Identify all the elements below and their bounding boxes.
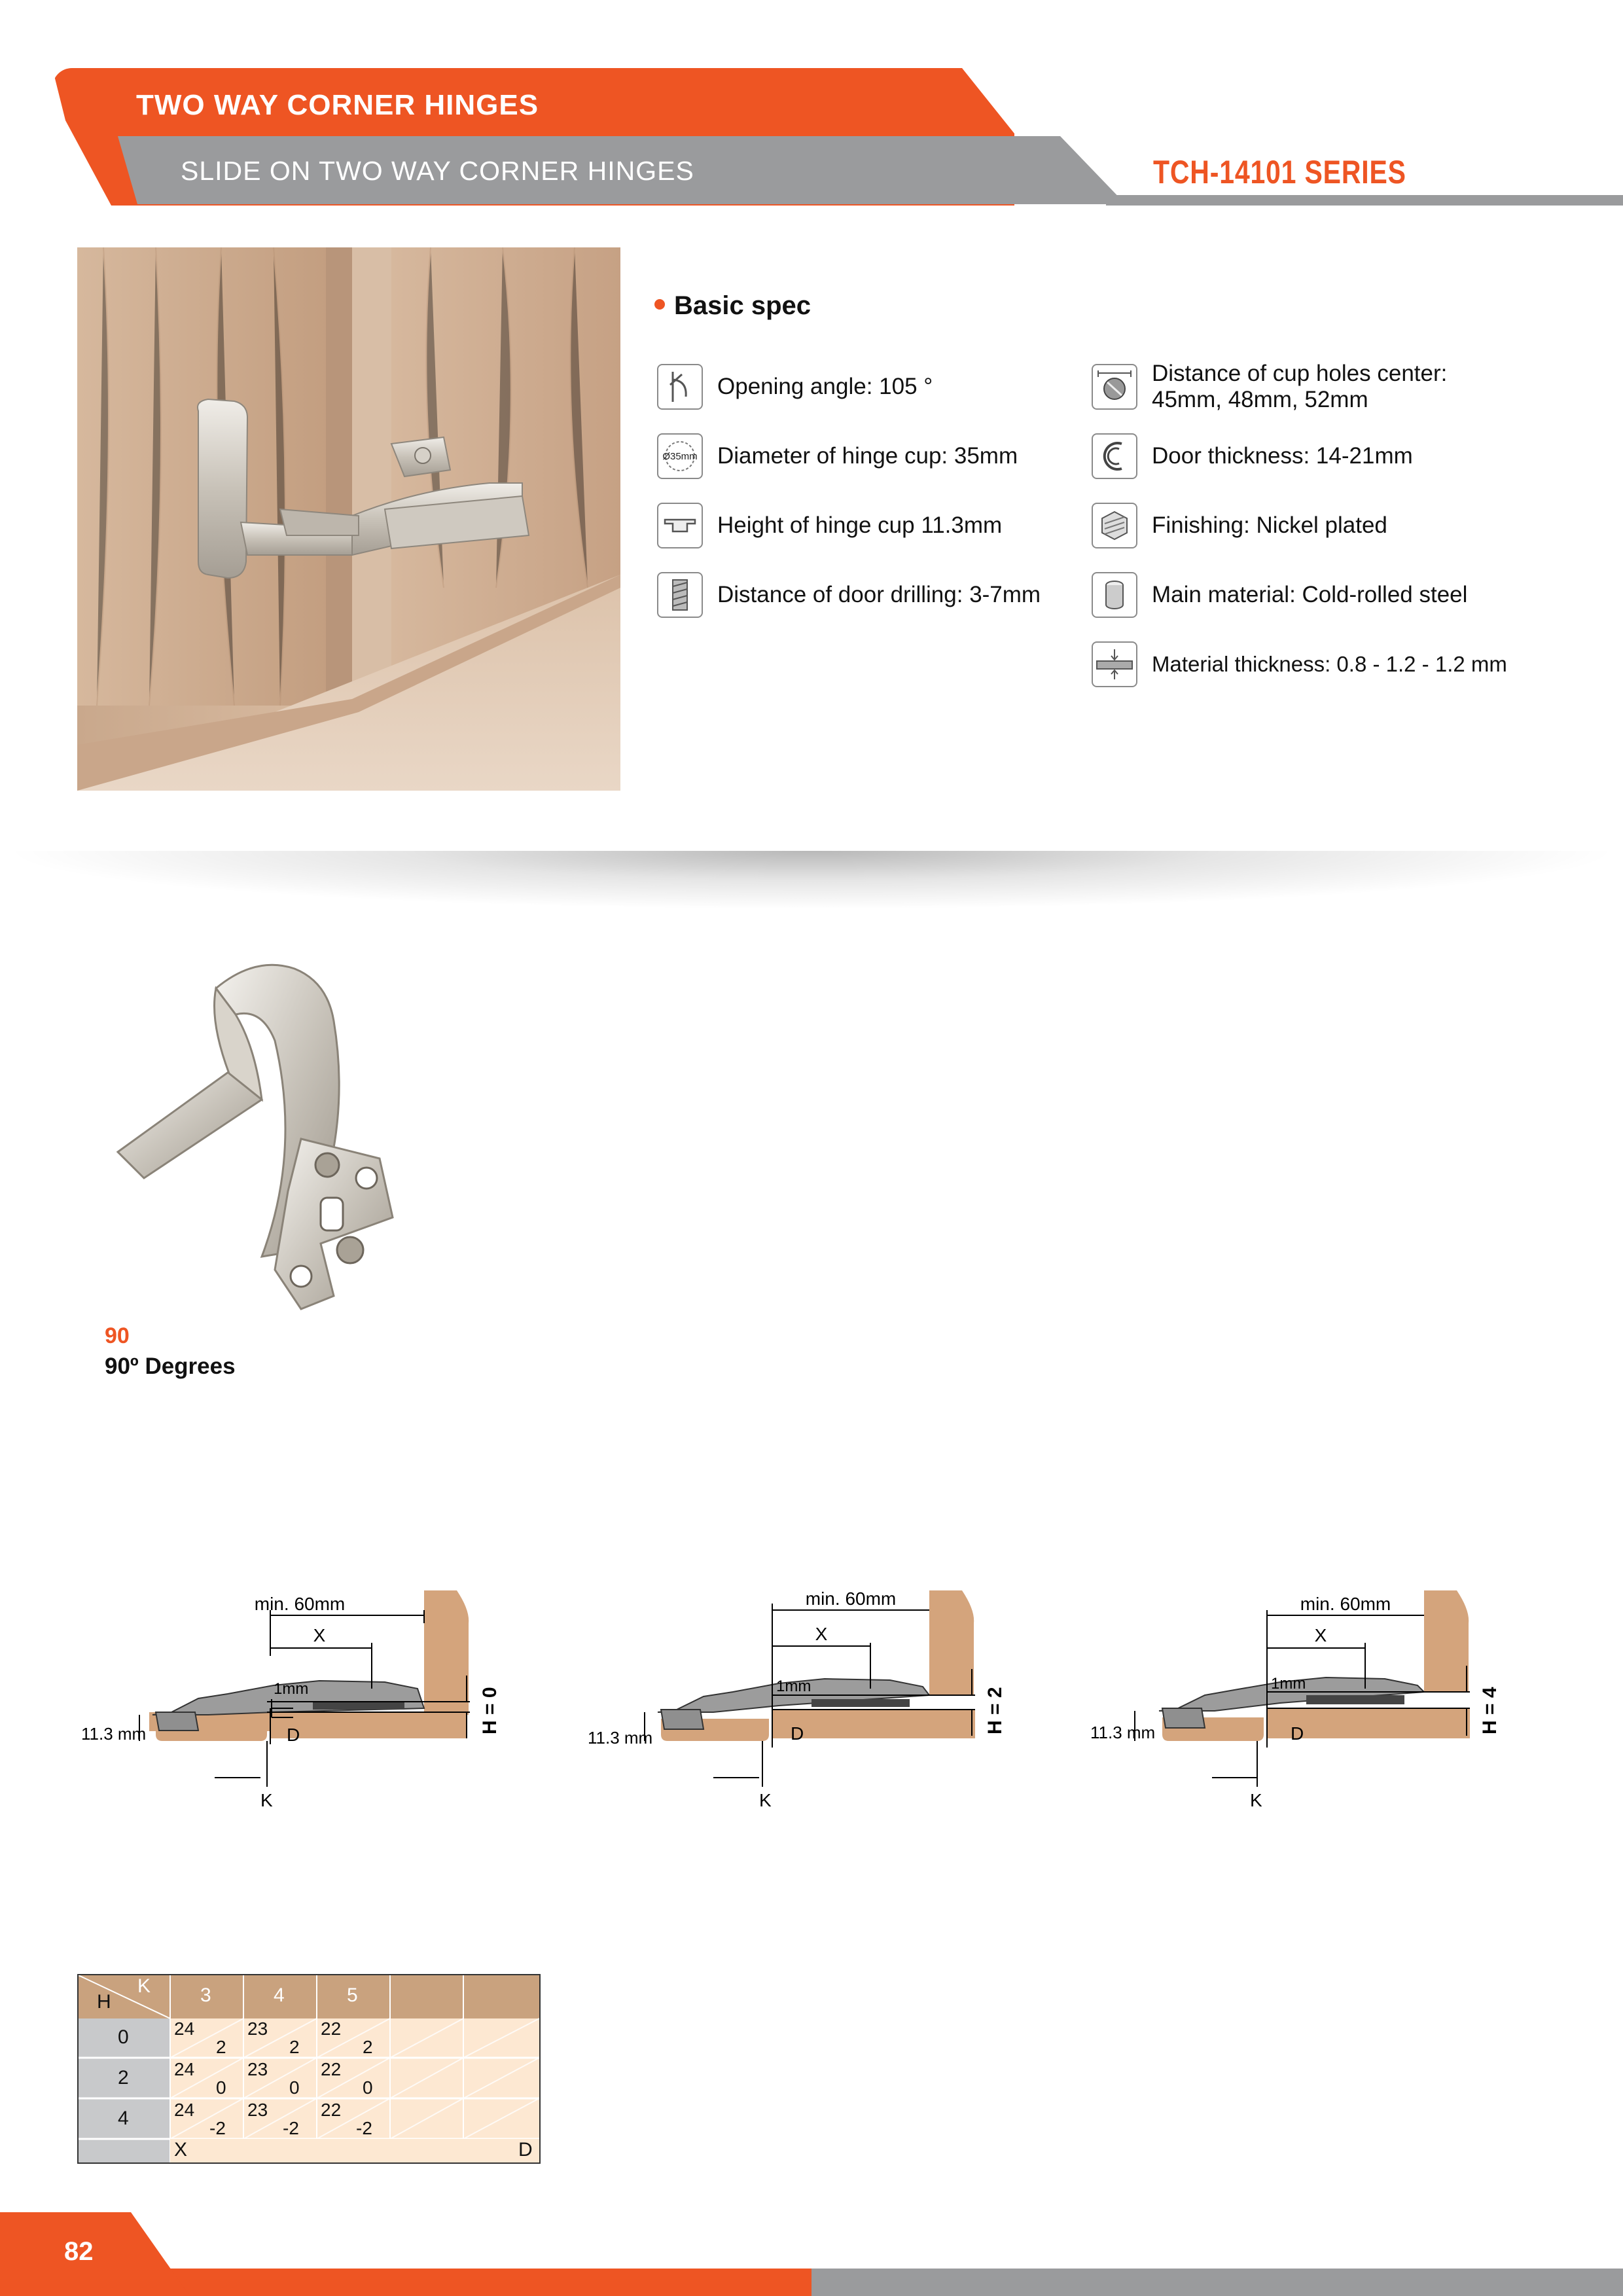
table-k-value: 5 <box>347 1984 358 2006</box>
section-divider <box>0 851 1623 910</box>
table-x-value: 23 <box>247 2059 268 2079</box>
table-x-value: 24 <box>174 2100 195 2120</box>
table-x-value: 22 <box>321 2018 342 2039</box>
table-x-value: 22 <box>321 2059 342 2079</box>
door-thickness-icon <box>1092 433 1137 479</box>
table-k-value: 4 <box>274 1984 285 2006</box>
table-corner-k: K <box>137 1975 151 1997</box>
installation-diagram-h4 <box>1084 1584 1542 1826</box>
spec-heading: Basic spec <box>654 291 811 321</box>
product-photo <box>77 247 620 791</box>
svg-text:X: X <box>313 1625 326 1645</box>
svg-text:min. 60mm: min. 60mm <box>254 1594 346 1614</box>
product-label: 90º Degrees <box>105 1354 236 1379</box>
material-thickness-icon <box>1092 641 1137 687</box>
svg-text:1mm: 1mm <box>274 1680 309 1698</box>
svg-text:H = 0: H = 0 <box>479 1687 501 1734</box>
svg-text:Ø35mm: Ø35mm <box>662 451 698 462</box>
page-title: TWO WAY CORNER HINGES <box>136 89 539 121</box>
footer-gray-bar <box>812 2269 1623 2296</box>
page-number: 82 <box>64 2237 94 2266</box>
opening-angle-icon <box>657 364 703 410</box>
svg-text:D: D <box>791 1723 804 1744</box>
adjustment-table <box>77 1974 541 2164</box>
header-gray-line <box>1106 195 1623 206</box>
table-h-value: 2 <box>118 2067 129 2089</box>
svg-text:H = 2: H = 2 <box>984 1687 1006 1734</box>
svg-text:11.3 mm: 11.3 mm <box>588 1728 653 1748</box>
table-footer-d: D <box>518 2139 533 2161</box>
cup-height-icon <box>657 503 703 548</box>
svg-text:X: X <box>815 1624 828 1644</box>
page-subtitle: SLIDE ON TWO WAY CORNER HINGES <box>181 156 694 186</box>
table-x-value: 23 <box>247 2100 268 2120</box>
table-d-value: 2 <box>289 2037 300 2057</box>
svg-text:K: K <box>759 1790 772 1810</box>
series-label: TCH-14101 SERIES <box>1153 154 1406 190</box>
table-h-value: 4 <box>118 2108 129 2129</box>
cup-diameter-icon <box>657 433 703 479</box>
svg-text:1mm: 1mm <box>776 1677 812 1695</box>
svg-text:11.3 mm: 11.3 mm <box>1090 1723 1156 1742</box>
door-drilling-icon <box>657 572 703 618</box>
svg-text:D: D <box>1291 1723 1304 1744</box>
svg-text:1mm: 1mm <box>1271 1675 1306 1693</box>
bullet-icon <box>654 299 665 310</box>
svg-text:H = 4: H = 4 <box>1479 1687 1501 1734</box>
table-d-value: 2 <box>216 2037 226 2057</box>
table-d-value: 2 <box>363 2037 373 2057</box>
table-k-value: 3 <box>200 1984 211 2006</box>
table-h-value: 0 <box>118 2026 129 2048</box>
main-material-icon <box>1092 572 1137 618</box>
finishing-icon <box>1092 503 1137 548</box>
table-d-value: -2 <box>209 2118 226 2138</box>
table-corner-h: H <box>97 1991 111 2013</box>
svg-text:min. 60mm: min. 60mm <box>805 1588 897 1609</box>
footer-page-tab <box>0 2212 190 2296</box>
cup-holes-center-icon <box>1092 364 1137 410</box>
svg-text:min. 60mm: min. 60mm <box>1300 1594 1391 1614</box>
table-d-value: -2 <box>356 2118 372 2138</box>
svg-text:X: X <box>1314 1625 1327 1645</box>
svg-text:K: K <box>260 1790 273 1810</box>
table-x-value: 23 <box>247 2018 268 2039</box>
svg-text:D: D <box>287 1725 300 1745</box>
table-x-value: 22 <box>321 2100 342 2120</box>
product-code: 90 <box>105 1323 130 1348</box>
table-d-value: 0 <box>363 2077 373 2098</box>
table-x-value: 24 <box>174 2018 195 2039</box>
installation-diagram-h2 <box>582 1584 1027 1826</box>
hinge-product-image <box>105 942 510 1322</box>
installation-diagram-h0 <box>77 1584 522 1826</box>
table-d-value: -2 <box>283 2118 299 2138</box>
table-d-value: 0 <box>289 2077 300 2098</box>
svg-text:11.3 mm: 11.3 mm <box>81 1724 147 1744</box>
svg-text:K: K <box>1250 1790 1262 1810</box>
table-x-value: 24 <box>174 2059 195 2079</box>
table-footer-x: X <box>174 2139 188 2161</box>
table-d-value: 0 <box>216 2077 226 2098</box>
